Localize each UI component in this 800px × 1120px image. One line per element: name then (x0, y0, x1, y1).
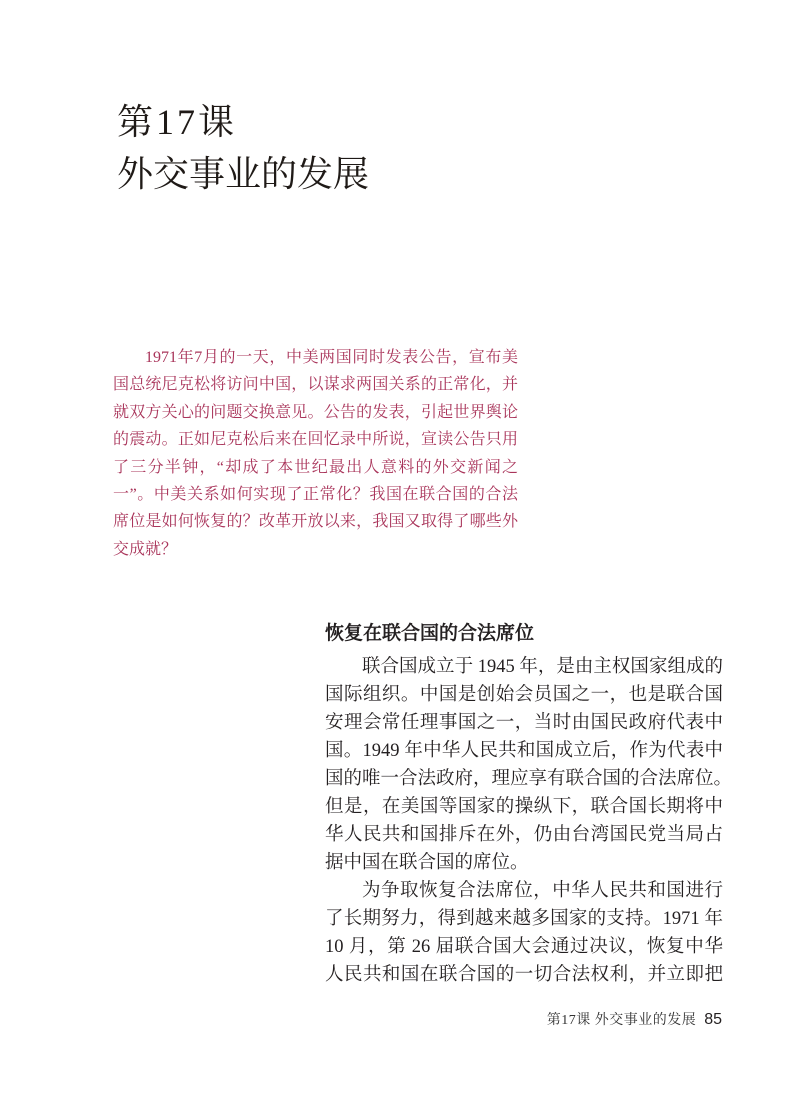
intro-line: 交成就？ (113, 540, 178, 558)
intro-line: 一”。中美关系如何实现了正常化？我国在联合国的合法 (113, 485, 518, 503)
body-line: 华人民共和国排斥在外，仍由台湾国民党当局占 (325, 825, 723, 845)
body-line: 了长期努力，得到越来越多国家的支持。1971 年 (325, 909, 723, 929)
body-line: 国际组织。中国是创始会员国之一，也是联合国 (325, 685, 723, 705)
intro-line: 的震动。正如尼克松后来在回忆录中所说，宣读公告只用 (113, 431, 518, 449)
intro-line: 1971年7月的一天，中美两国同时发表公告，宣布美 (145, 349, 518, 366)
intro-line: 席位是如何恢复的？改革开放以来，我国又取得了哪些外 (113, 513, 518, 531)
lesson-title (117, 96, 517, 200)
page-footer (547, 1009, 722, 1031)
intro-line: 了三分半钟，“却成了本世纪最出人意料的外交新闻之 (113, 458, 518, 476)
body-paragraph (325, 877, 723, 989)
lesson-name: 外交事业的发展 (117, 154, 370, 194)
body-line: 人民共和国在联合国的一切合法权利，并立即把 (325, 965, 723, 985)
intro-paragraph (113, 344, 518, 563)
lesson-number: 第17课 (117, 102, 238, 142)
body-line: 国。1949 年中华人民共和国成立后，作为代表中 (325, 741, 723, 761)
body-line: 联合国成立于 1945 年，是由主权国家组成的 (362, 657, 723, 677)
body-line: 10 月，第 26 届联合国大会通过决议，恢复中华 (325, 937, 723, 957)
section-body (325, 653, 733, 989)
body-line: 为争取恢复合法席位，中华人民共和国进行 (362, 881, 723, 901)
intro-line: 国总统尼克松将访问中国，以谋求两国关系的正常化，并 (113, 376, 518, 394)
body-line: 国的唯一合法政府，理应享有联合国的合法席位。 (325, 769, 733, 789)
body-line: 安理会常任理事国之一，当时由国民政府代表中 (325, 713, 723, 733)
body-paragraph (325, 653, 733, 877)
intro-line: 就双方关心的问题交换意见。公告的发表，引起世界舆论 (113, 403, 518, 421)
running-title: 第17课 外交事业的发展 (546, 1013, 697, 1028)
body-line: 但是，在美国等国家的操纵下，联合国长期将中 (325, 797, 723, 817)
body-line: 据中国在联合国的席位。 (325, 853, 529, 873)
page-number: 85 (704, 1011, 722, 1028)
section-heading: 恢复在联合国的合法席位 (325, 623, 535, 644)
